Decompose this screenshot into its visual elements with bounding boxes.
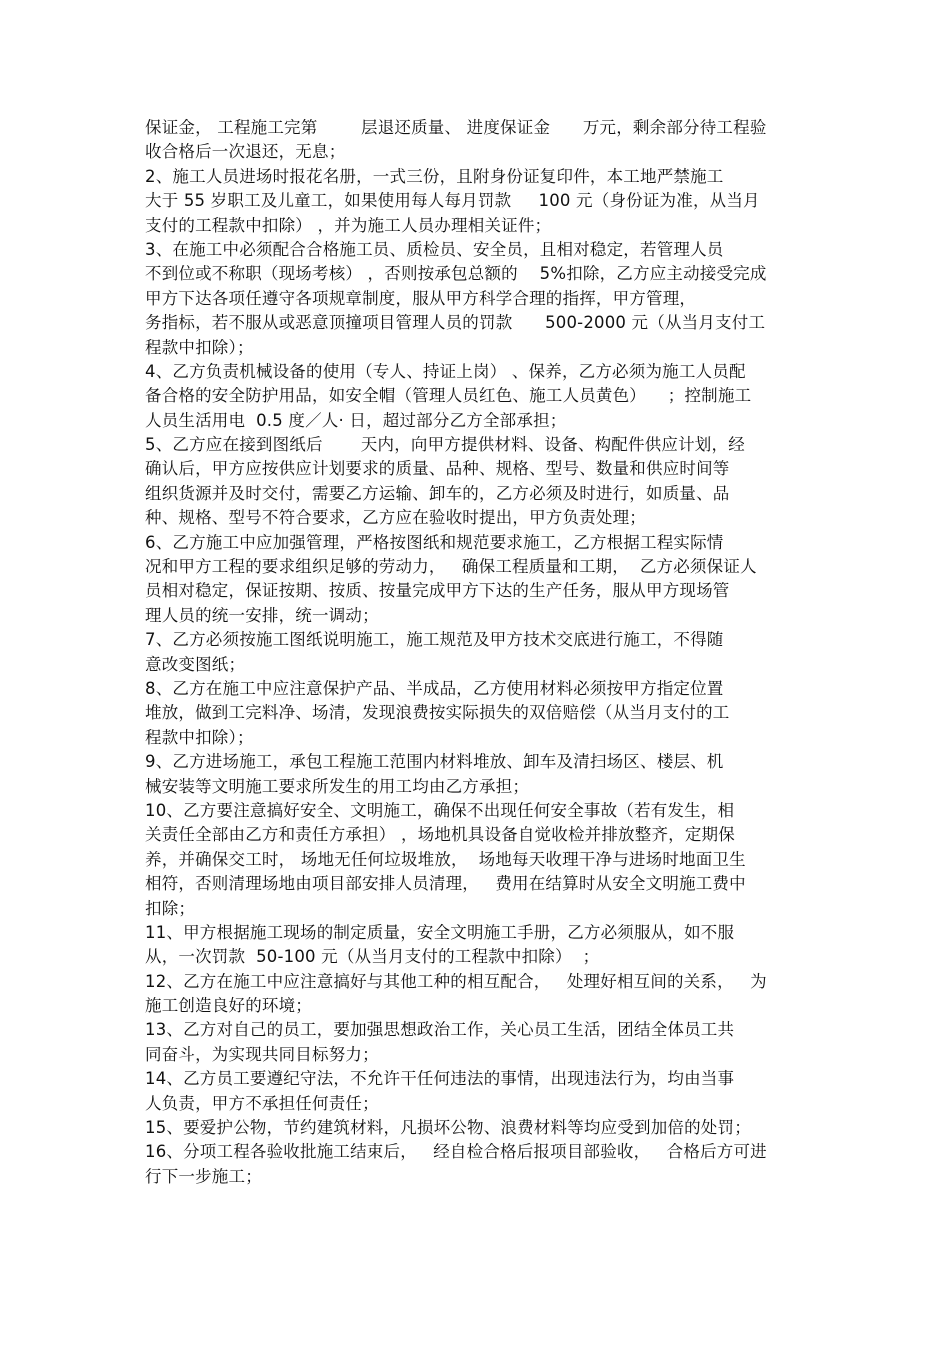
document-text-line: 程款中扣除）； (145, 337, 254, 357)
document-text-line: 组织货源并及时交付，需要乙方运输、卸车的，乙方必须及时进行，如质量、品 (145, 483, 730, 503)
document-text-line: 行下一步施工； (145, 1166, 262, 1186)
document-text-line: 大于 55 岁职工及儿童工，如果使用每人每月罚款 100 元（身份证为准，从当月 (145, 191, 760, 211)
document-text-line: 6、乙方施工中应加强管理，严格按图纸和规范要求施工，乙方根据工程实际情 (145, 532, 724, 552)
document-text-line: 11、甲方根据施工现场的制定质量，安全文明施工手册，乙方必须服从，如不服 (145, 922, 735, 942)
document-text-line: 员相对稳定，保证按期、按质、按量完成甲方下达的生产任务，服从甲方现场管 (145, 581, 730, 601)
document-text-line: 16、分项工程各验收批施工结束后， 经自检合格后报项目部验收， 合格后方可进 (145, 1142, 767, 1162)
document-text-line: 5、乙方应在接到图纸后 天内，向甲方提供材料、设备、构配件供应计划，经 (145, 435, 745, 455)
document-text-line: 同奋斗，为实现共同目标努力； (145, 1044, 379, 1064)
document-text-line: 15、要爱护公物，节约建筑材料，凡损坏公物、浪费材料等均应受到加倍的处罚； (145, 1118, 751, 1138)
document-text-line: 10、乙方要注意搞好安全、文明施工，确保不出现任何安全事故（若有发生，相 (145, 800, 735, 820)
document-text-line: 理人员的统一安排，统一调动； (145, 605, 379, 625)
document-text-line: 械安装等文明施工要求所发生的用工均由乙方承担； (145, 776, 530, 796)
document-text-line: 从，一次罚款 50-100 元（从当月支付的工程款中扣除） ； (145, 947, 600, 967)
document-text-line: 保证金， 工程施工完第 层退还质量、 进度保证金 万元，剩余部分待工程验 (145, 118, 767, 137)
document-text-line: 种、规格、型号不符合要求，乙方应在验收时提出，甲方负责处理； (145, 508, 646, 528)
document-text-line: 堆放，做到工完料净、场清，发现浪费按实际损失的双倍赔偿（从当月支付的工 (145, 703, 730, 723)
contract-clauses-body (145, 116, 815, 1189)
document-text-line: 4、乙方负责机械设备的使用（专人、持证上岗） 、保养，乙方必须为施工人员配 (145, 361, 746, 381)
document-text-line: 确认后，甲方应按供应计划要求的质量、品种、规格、型号、数量和供应时间等 (145, 459, 730, 479)
document-text-line: 务指标，若不服从或恶意顶撞项目管理人员的罚款 500-2000 元（从当月支付工 (145, 313, 766, 333)
document-text-line: 人员生活用电 0.5 度／人· 日，超过部分乙方全部承担； (145, 410, 567, 430)
document-text-line: 相符，否则清理场地由项目部安排人员清理， 费用在结算时从安全文明施工费中 (145, 874, 746, 894)
document-text-line: 支付的工程款中扣除） ，并为施工人员办理相关证件； (145, 215, 552, 235)
document-text-line: 意改变图纸； (145, 654, 246, 674)
document-text-line: 扣除； (145, 898, 196, 918)
document-text-line: 备合格的安全防护用品，如安全帽（管理人员红色、施工人员黄色） ；控制施工 (145, 386, 752, 406)
document-text-line: 甲方下达各项任遵守各项规章制度，服从甲方科学合理的指挥，甲方管理， (145, 288, 697, 308)
document-text-line: 人负责，甲方不承担任何责任； (145, 1093, 379, 1113)
document-text-line: 养，并确保交工时， 场地无任何垃圾堆放， 场地每天收理干净与进场时地面卫生 (145, 849, 746, 869)
document-text-line: 况和甲方工程的要求组织足够的劳动力， 确保工程质量和工期， 乙方必须保证人 (145, 557, 757, 577)
document-text-line: 关责任全部由乙方和责任方承担） ，场地机具设备自觉收检并排放整齐，定期保 (145, 825, 735, 845)
document-text-line: 施工创造良好的环境； (145, 996, 312, 1016)
document-text-line: 7、乙方必须按施工图纸说明施工，施工规范及甲方技术交底进行施工，不得随 (145, 630, 724, 650)
document-text-line: 3、在施工中必须配合合格施工员、质检员、安全员，且相对稳定，若管理人员 (145, 239, 724, 259)
document-text-line: 13、乙方对自己的员工，要加强思想政治工作，关心员工生活，团结全体员工共 (145, 1020, 735, 1040)
document-text-line: 8、乙方在施工中应注意保护产品、半成品，乙方使用材料必须按甲方指定位置 (145, 678, 724, 698)
document-text-line: 收合格后一次退还，无息； (145, 142, 346, 162)
document-text-line: 9、乙方进场施工，承包工程施工范围内材料堆放、卸车及清扫场区、楼层、机 (145, 752, 724, 772)
document-text-line: 2、施工人员进场时报花名册，一式三份，且附身份证复印件，本工地严禁施工 (145, 166, 724, 186)
document-text-line: 14、乙方员工要遵纪守法，不允许干任何违法的事情，出现违法行为，均由当事 (145, 1069, 735, 1089)
document-text-line: 程款中扣除）； (145, 727, 254, 747)
document-text-line: 12、乙方在施工中应注意搞好与其他工种的相互配合， 处理好相互间的关系， 为 (145, 971, 767, 991)
document-text-line: 不到位或不称职（现场考核） ，否则按承包总额的 5%扣除，乙方应主动接受完成 (145, 264, 767, 284)
